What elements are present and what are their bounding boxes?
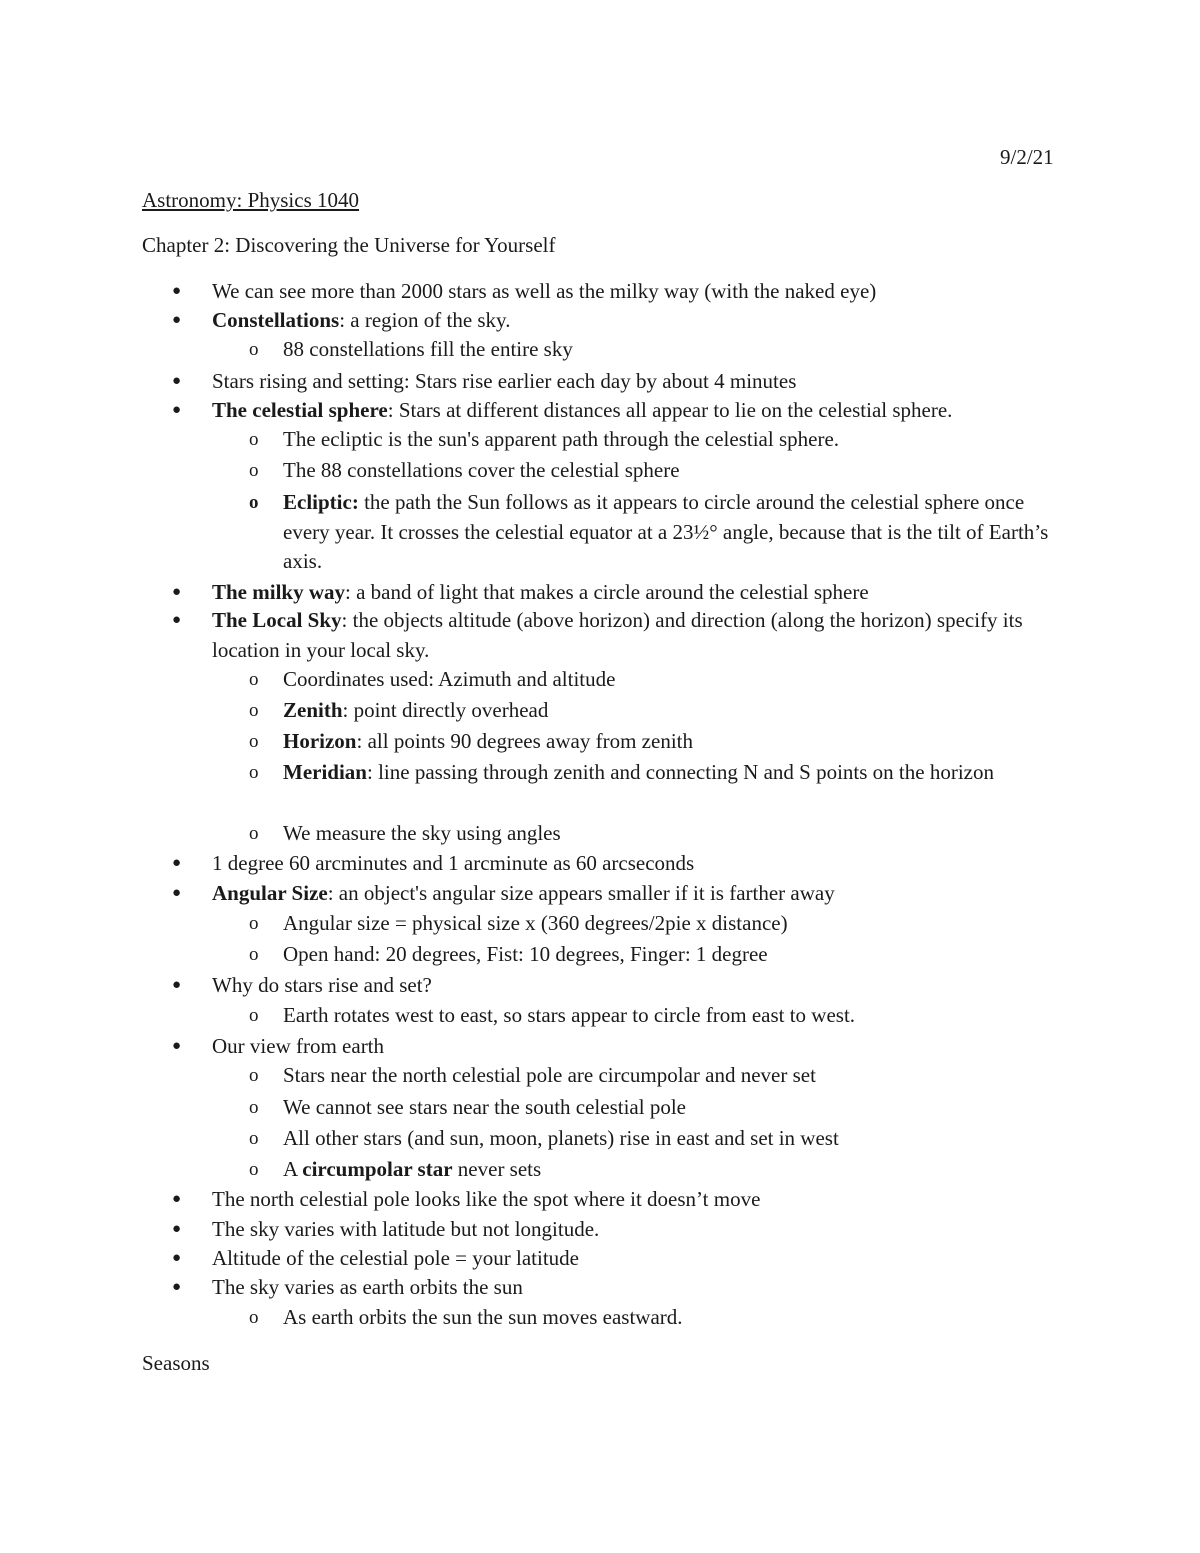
bullet-item: [172, 1032, 1052, 1062]
bullet-marker: ●: [172, 584, 182, 600]
bullet-item: [172, 1244, 1052, 1274]
bullet-marker: ●: [172, 1191, 182, 1207]
bullet-marker: ●: [172, 1279, 182, 1295]
sub-bullet-marker: o: [249, 700, 259, 721]
bullet-marker: ●: [172, 1250, 182, 1266]
item-text: The ecliptic is the sun's apparent path through the celestial sphere.: [283, 427, 840, 451]
bullet-item: [172, 396, 1052, 426]
sub-bullet-item: [249, 727, 1053, 757]
chapter-heading: Chapter 2: Discovering the Universe for Yourself: [142, 233, 556, 257]
item-text: The sky varies as earth orbits the sun: [212, 1275, 523, 1299]
bullet-item: [172, 367, 1052, 397]
sub-bullet-item: [249, 1001, 1053, 1031]
item-text: the path the Sun follows as it appears to circle around the celestial sphere once every year. It crosses the celestial equator at a 23½° angle, because that is the tilt of Earth’s axis.: [283, 490, 1049, 573]
bullet-marker: ●: [172, 977, 182, 993]
bullet-item: [172, 306, 1052, 336]
item-prefix: A: [283, 1157, 303, 1181]
item-text: The north celestial pole looks like the spot where it doesn’t move: [212, 1187, 761, 1211]
sub-bullet-marker: o: [249, 1065, 259, 1086]
item-text: never sets: [452, 1157, 542, 1181]
item-text: All other stars (and sun, moon, planets) rise in east and set in west: [283, 1126, 839, 1150]
sub-bullet-marker: o: [249, 460, 259, 481]
item-text: The sky varies with latitude but not longitude.: [212, 1217, 600, 1241]
item-text: Stars rising and setting: Stars rise earlier each day by about 4 minutes: [212, 369, 797, 393]
item-term: Ecliptic:: [283, 490, 359, 514]
item-text: 88 constellations fill the entire sky: [283, 337, 573, 361]
sub-bullet-marker: o: [249, 1159, 259, 1180]
bullet-marker: ●: [172, 1221, 182, 1237]
sub-bullet-item: [249, 1124, 1053, 1154]
bullet-item: [172, 971, 1052, 1001]
bullet-item: [172, 1215, 1052, 1245]
item-term: Horizon: [283, 729, 357, 753]
bullet-item: [172, 277, 1052, 307]
sub-bullet-item: [249, 335, 1053, 365]
sub-bullet-item: [249, 1155, 1053, 1185]
item-text: : an object's angular size appears smaller if it is farther away: [327, 881, 835, 905]
bullet-item: [172, 1273, 1052, 1303]
item-text: The 88 constellations cover the celestial sphere: [283, 458, 680, 482]
sub-bullet-item: [249, 819, 1053, 849]
bullet-marker: ●: [172, 1038, 182, 1054]
sub-bullet-marker: o: [249, 913, 259, 934]
sub-bullet-marker: o: [249, 339, 259, 360]
item-text: : the objects altitude (above horizon) and direction (along the horizon) specify its location in your local sky.: [212, 608, 1023, 662]
bullet-marker: ●: [172, 402, 182, 418]
item-text: We cannot see stars near the south celestial pole: [283, 1095, 686, 1119]
sub-bullet-item: [249, 758, 1053, 788]
sub-bullet-item: [249, 665, 1053, 695]
page-title: Astronomy: Physics 1040: [142, 188, 360, 212]
item-term: Angular Size: [212, 881, 328, 905]
section-heading-seasons: Seasons: [142, 1351, 210, 1375]
bullet-marker: ●: [172, 885, 182, 901]
sub-bullet-marker: o: [249, 1005, 259, 1026]
sub-bullet-item: [249, 909, 1053, 939]
bullet-marker: ●: [172, 312, 182, 328]
bullet-marker: ●: [172, 612, 182, 628]
item-text: Why do stars rise and set?: [212, 973, 432, 997]
item-text: : point directly overhead: [342, 698, 549, 722]
sub-bullet-item: [249, 940, 1053, 970]
bullet-marker: ●: [172, 283, 182, 299]
item-text: We can see more than 2000 stars as well as the milky way (with the naked eye): [212, 279, 877, 303]
sub-bullet-item: [249, 1303, 1053, 1333]
item-text: Open hand: 20 degrees, Fist: 10 degrees, Finger: 1 degree: [283, 942, 768, 966]
item-text: : Stars at different distances all appear to lie on the celestial sphere.: [387, 398, 953, 422]
sub-bullet-item: [249, 696, 1053, 726]
bullet-marker: ●: [172, 373, 182, 389]
sub-bullet-item: [249, 456, 1053, 486]
bullet-marker: ●: [172, 855, 182, 871]
item-text: Angular size = physical size x (360 degrees/2pie x distance): [283, 911, 788, 935]
sub-bullet-marker: o: [249, 429, 259, 450]
item-term: The milky way: [212, 580, 346, 604]
bullet-item: [172, 578, 1052, 608]
item-term: The celestial sphere: [212, 398, 388, 422]
item-term: circumpolar star: [302, 1157, 453, 1181]
item-text: : all points 90 degrees away from zenith: [356, 729, 693, 753]
item-text: Our view from earth: [212, 1034, 385, 1058]
item-term: Constellations: [212, 308, 340, 332]
item-text: As earth orbits the sun the sun moves eastward.: [283, 1305, 683, 1329]
sub-bullet-marker: o: [249, 1307, 259, 1328]
item-term: The Local Sky: [212, 608, 342, 632]
sub-bullet-marker: o: [249, 944, 259, 965]
sub-bullet-item: [249, 488, 1053, 577]
bullet-item: [172, 849, 1052, 879]
item-term: Zenith: [283, 698, 343, 722]
bullet-item: [172, 1185, 1052, 1215]
item-term: Meridian: [283, 760, 367, 784]
item-text: : a band of light that makes a circle around the celestial sphere: [345, 580, 869, 604]
date: 9/2/21: [1000, 145, 1054, 169]
sub-bullet-marker: o: [249, 492, 259, 513]
bullet-item: [172, 879, 1052, 909]
item-text: Altitude of the celestial pole = your latitude: [212, 1246, 579, 1270]
sub-bullet-marker: o: [249, 762, 259, 783]
sub-bullet-marker: o: [249, 1128, 259, 1149]
item-text: Earth rotates west to east, so stars appear to circle from east to west.: [283, 1003, 856, 1027]
sub-bullet-item: [249, 1093, 1053, 1123]
item-text: We measure the sky using angles: [283, 821, 561, 845]
sub-bullet-marker: o: [249, 731, 259, 752]
item-text: : a region of the sky.: [339, 308, 511, 332]
sub-bullet-item: [249, 1061, 1053, 1091]
sub-bullet-marker: o: [249, 1097, 259, 1118]
item-text: Coordinates used: Azimuth and altitude: [283, 667, 616, 691]
sub-bullet-marker: o: [249, 823, 259, 844]
sub-bullet-item: [249, 425, 1053, 455]
item-text: : line passing through zenith and connecting N and S points on the horizon: [367, 760, 994, 784]
sub-bullet-marker: o: [249, 669, 259, 690]
item-text: Stars near the north celestial pole are circumpolar and never set: [283, 1063, 816, 1087]
bullet-item: [172, 606, 1052, 665]
item-text: 1 degree 60 arcminutes and 1 arcminute as 60 arcseconds: [212, 851, 695, 875]
